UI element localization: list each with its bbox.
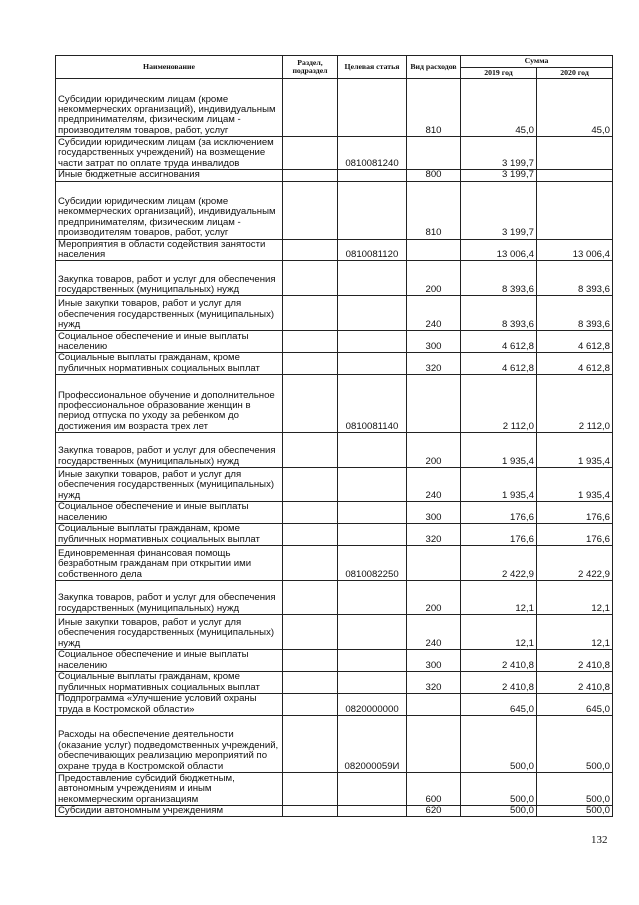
table-row bbox=[56, 353, 613, 375]
table-row bbox=[56, 502, 613, 524]
row-2019-cell: 45,0 bbox=[461, 79, 537, 137]
row-name-cell: Закупка товаров, работ и услуг для обеспечения государственных (муниципальных) нужд bbox=[56, 581, 283, 615]
row-2020-cell bbox=[537, 137, 613, 170]
row-2019-cell: 2 410,8 bbox=[461, 650, 537, 672]
row-name-cell: Субсидии юридическим лицам (кроме некоммерческих организаций), индивидуальным предпринимателям, физическим лицам - производителям товаров, работ, услуг bbox=[56, 181, 283, 239]
row-name-cell: Социальное обеспечение и иные выплаты населению bbox=[56, 331, 283, 353]
row-name-cell: Социальные выплаты гражданам, кроме публичных нормативных социальных выплат bbox=[56, 524, 283, 546]
row-2019-cell: 8 393,6 bbox=[461, 261, 537, 296]
table-row bbox=[56, 170, 613, 181]
row-2019-cell: 500,0 bbox=[461, 806, 537, 817]
row-name-cell: Социальные выплаты гражданам, кроме публичных нормативных социальных выплат bbox=[56, 353, 283, 375]
row-section-cell bbox=[283, 524, 338, 546]
row-2020-cell bbox=[537, 170, 613, 181]
row-2019-cell: 2 112,0 bbox=[461, 375, 537, 433]
table-row bbox=[56, 239, 613, 261]
table-row bbox=[56, 615, 613, 650]
row-2019-cell: 1 935,4 bbox=[461, 433, 537, 468]
row-kind-cell bbox=[407, 716, 461, 773]
row-name-cell: Субсидии юридическим лицам (за исключением государственных учреждений) на возмещение части затрат по оплате труда инвалидов bbox=[56, 137, 283, 170]
row-target-cell bbox=[338, 261, 407, 296]
row-name-cell: Мероприятия в области содействия занятости населения bbox=[56, 239, 283, 261]
row-target-cell: 082000059И bbox=[338, 716, 407, 773]
table-row bbox=[56, 137, 613, 170]
table-row bbox=[56, 716, 613, 773]
row-section-cell bbox=[283, 468, 338, 502]
row-target-cell: 0810081240 bbox=[338, 137, 407, 170]
row-target-cell bbox=[338, 773, 407, 806]
row-2020-cell: 13 006,4 bbox=[537, 239, 613, 261]
row-target-cell bbox=[338, 79, 407, 137]
row-name-cell: Закупка товаров, работ и услуг для обеспечения государственных (муниципальных) нужд bbox=[56, 433, 283, 468]
row-kind-cell: 320 bbox=[407, 524, 461, 546]
row-section-cell bbox=[283, 170, 338, 181]
row-kind-cell: 620 bbox=[407, 806, 461, 817]
row-name-cell: Иные бюджетные ассигнования bbox=[56, 170, 283, 181]
row-section-cell bbox=[283, 433, 338, 468]
row-2020-cell: 4 612,8 bbox=[537, 353, 613, 375]
row-2019-cell: 12,1 bbox=[461, 615, 537, 650]
row-kind-cell: 810 bbox=[407, 79, 461, 137]
row-2019-cell: 2 422,9 bbox=[461, 546, 537, 581]
row-2020-cell: 8 393,6 bbox=[537, 261, 613, 296]
table-row bbox=[56, 375, 613, 433]
row-name-cell: Предоставление субсидий бюджетным, автономным учреждениям и иным некоммерческим организациям bbox=[56, 773, 283, 806]
row-2019-cell: 8 393,6 bbox=[461, 296, 537, 331]
row-target-cell bbox=[338, 181, 407, 239]
row-2019-cell: 500,0 bbox=[461, 773, 537, 806]
row-target-cell bbox=[338, 433, 407, 468]
table-row bbox=[56, 468, 613, 502]
header-name: Наименование bbox=[56, 56, 283, 79]
row-section-cell bbox=[283, 181, 338, 239]
row-kind-cell bbox=[407, 375, 461, 433]
row-section-cell bbox=[283, 694, 338, 716]
row-2020-cell: 4 612,8 bbox=[537, 331, 613, 353]
row-2020-cell: 1 935,4 bbox=[537, 433, 613, 468]
row-section-cell bbox=[283, 331, 338, 353]
row-name-cell: Иные закупки товаров, работ и услуг для обеспечения государственных (муниципальных) нужд bbox=[56, 296, 283, 331]
table-row bbox=[56, 181, 613, 239]
row-2019-cell: 3 199,7 bbox=[461, 181, 537, 239]
row-target-cell bbox=[338, 650, 407, 672]
table-row bbox=[56, 694, 613, 716]
row-2020-cell: 45,0 bbox=[537, 79, 613, 137]
row-section-cell bbox=[283, 672, 338, 694]
row-name-cell: Социальное обеспечение и иные выплаты населению bbox=[56, 502, 283, 524]
header-kind: Вид расходов bbox=[407, 56, 461, 79]
table-row bbox=[56, 806, 613, 817]
row-2020-cell: 8 393,6 bbox=[537, 296, 613, 331]
row-section-cell bbox=[283, 773, 338, 806]
row-kind-cell: 300 bbox=[407, 502, 461, 524]
row-name-cell: Субсидии автономным учреждениям bbox=[56, 806, 283, 817]
row-2020-cell: 645,0 bbox=[537, 694, 613, 716]
row-2019-cell: 12,1 bbox=[461, 581, 537, 615]
row-2020-cell: 2 422,9 bbox=[537, 546, 613, 581]
row-name-cell: Профессиональное обучение и дополнительное профессиональное образование женщин в период отпуска по уходу за ребенком до достижения им возраста трех лет bbox=[56, 375, 283, 433]
row-name-cell: Подпрограмма «Улучшение условий охраны труда в Костромской области» bbox=[56, 694, 283, 716]
table-row bbox=[56, 433, 613, 468]
row-2020-cell: 500,0 bbox=[537, 806, 613, 817]
row-kind-cell bbox=[407, 546, 461, 581]
row-section-cell bbox=[283, 137, 338, 170]
row-2020-cell: 176,6 bbox=[537, 502, 613, 524]
table-row bbox=[56, 773, 613, 806]
row-target-cell bbox=[338, 615, 407, 650]
table-row bbox=[56, 546, 613, 581]
row-target-cell bbox=[338, 468, 407, 502]
row-2019-cell: 4 612,8 bbox=[461, 353, 537, 375]
header-section: Раздел, подраздел bbox=[283, 56, 338, 79]
header-2020: 2020 год bbox=[537, 67, 613, 79]
row-target-cell: 0810082250 bbox=[338, 546, 407, 581]
row-name-cell: Социальные выплаты гражданам, кроме публичных нормативных социальных выплат bbox=[56, 672, 283, 694]
row-kind-cell: 240 bbox=[407, 615, 461, 650]
row-2020-cell: 500,0 bbox=[537, 773, 613, 806]
table-row bbox=[56, 296, 613, 331]
row-2020-cell: 2 410,8 bbox=[537, 672, 613, 694]
row-section-cell bbox=[283, 79, 338, 137]
row-section-cell bbox=[283, 716, 338, 773]
row-2019-cell: 645,0 bbox=[461, 694, 537, 716]
row-name-cell: Расходы на обеспечение деятельности (оказание услуг) подведомственных учреждений, обеспечивающих реализацию мероприятий по охране труда в Костромской области bbox=[56, 716, 283, 773]
table-row bbox=[56, 524, 613, 546]
header-target: Целевая статья bbox=[338, 56, 407, 79]
row-section-cell bbox=[283, 650, 338, 672]
row-kind-cell: 600 bbox=[407, 773, 461, 806]
row-name-cell: Единовременная финансовая помощь безработным гражданам при открытии ими собственного дела bbox=[56, 546, 283, 581]
row-name-cell: Иные закупки товаров, работ и услуг для обеспечения государственных (муниципальных) нужд bbox=[56, 615, 283, 650]
row-2019-cell: 13 006,4 bbox=[461, 239, 537, 261]
row-target-cell bbox=[338, 353, 407, 375]
row-kind-cell: 800 bbox=[407, 170, 461, 181]
row-target-cell bbox=[338, 806, 407, 817]
row-section-cell bbox=[283, 375, 338, 433]
row-kind-cell: 320 bbox=[407, 353, 461, 375]
row-2020-cell: 12,1 bbox=[537, 581, 613, 615]
row-2020-cell bbox=[537, 181, 613, 239]
row-kind-cell: 200 bbox=[407, 581, 461, 615]
row-target-cell bbox=[338, 524, 407, 546]
row-kind-cell bbox=[407, 239, 461, 261]
header-sum: Сумма bbox=[461, 56, 613, 68]
row-target-cell bbox=[338, 581, 407, 615]
row-kind-cell bbox=[407, 137, 461, 170]
row-name-cell: Социальное обеспечение и иные выплаты населению bbox=[56, 650, 283, 672]
row-2019-cell: 176,6 bbox=[461, 524, 537, 546]
row-section-cell bbox=[283, 546, 338, 581]
row-2019-cell: 2 410,8 bbox=[461, 672, 537, 694]
row-target-cell bbox=[338, 672, 407, 694]
table-row bbox=[56, 672, 613, 694]
row-target-cell: 0810081140 bbox=[338, 375, 407, 433]
row-section-cell bbox=[283, 806, 338, 817]
row-kind-cell: 200 bbox=[407, 261, 461, 296]
row-target-cell: 0820000000 bbox=[338, 694, 407, 716]
table-row bbox=[56, 650, 613, 672]
row-section-cell bbox=[283, 353, 338, 375]
table-row bbox=[56, 581, 613, 615]
header-2019: 2019 год bbox=[461, 67, 537, 79]
row-section-cell bbox=[283, 261, 338, 296]
row-2019-cell: 3 199,7 bbox=[461, 137, 537, 170]
row-kind-cell: 300 bbox=[407, 650, 461, 672]
row-2019-cell: 500,0 bbox=[461, 716, 537, 773]
row-kind-cell: 240 bbox=[407, 468, 461, 502]
row-2020-cell: 12,1 bbox=[537, 615, 613, 650]
row-target-cell: 0810081120 bbox=[338, 239, 407, 261]
row-name-cell: Субсидии юридическим лицам (кроме некоммерческих организаций), индивидуальным предпринимателям, физическим лицам - производителям товаров, работ, услуг bbox=[56, 79, 283, 137]
row-kind-cell: 200 bbox=[407, 433, 461, 468]
row-2020-cell: 1 935,4 bbox=[537, 468, 613, 502]
row-kind-cell bbox=[407, 694, 461, 716]
row-section-cell bbox=[283, 581, 338, 615]
row-target-cell bbox=[338, 331, 407, 353]
table-row bbox=[56, 331, 613, 353]
row-target-cell bbox=[338, 502, 407, 524]
row-section-cell bbox=[283, 502, 338, 524]
row-kind-cell: 300 bbox=[407, 331, 461, 353]
row-name-cell: Иные закупки товаров, работ и услуг для обеспечения государственных (муниципальных) нужд bbox=[56, 468, 283, 502]
row-kind-cell: 320 bbox=[407, 672, 461, 694]
row-section-cell bbox=[283, 296, 338, 331]
row-name-cell: Закупка товаров, работ и услуг для обеспечения государственных (муниципальных) нужд bbox=[56, 261, 283, 296]
page-number: 132 bbox=[591, 834, 608, 846]
row-section-cell bbox=[283, 615, 338, 650]
row-2020-cell: 500,0 bbox=[537, 716, 613, 773]
row-2019-cell: 3 199,7 bbox=[461, 170, 537, 181]
row-2019-cell: 176,6 bbox=[461, 502, 537, 524]
row-2020-cell: 2 112,0 bbox=[537, 375, 613, 433]
table-row bbox=[56, 79, 613, 137]
budget-table bbox=[55, 55, 613, 817]
row-2019-cell: 4 612,8 bbox=[461, 331, 537, 353]
row-target-cell bbox=[338, 296, 407, 331]
row-section-cell bbox=[283, 239, 338, 261]
table-header bbox=[56, 56, 613, 79]
row-2019-cell: 1 935,4 bbox=[461, 468, 537, 502]
table-row bbox=[56, 261, 613, 296]
row-2020-cell: 176,6 bbox=[537, 524, 613, 546]
row-target-cell bbox=[338, 170, 407, 181]
row-kind-cell: 810 bbox=[407, 181, 461, 239]
row-2020-cell: 2 410,8 bbox=[537, 650, 613, 672]
row-kind-cell: 240 bbox=[407, 296, 461, 331]
table-body bbox=[56, 79, 613, 817]
